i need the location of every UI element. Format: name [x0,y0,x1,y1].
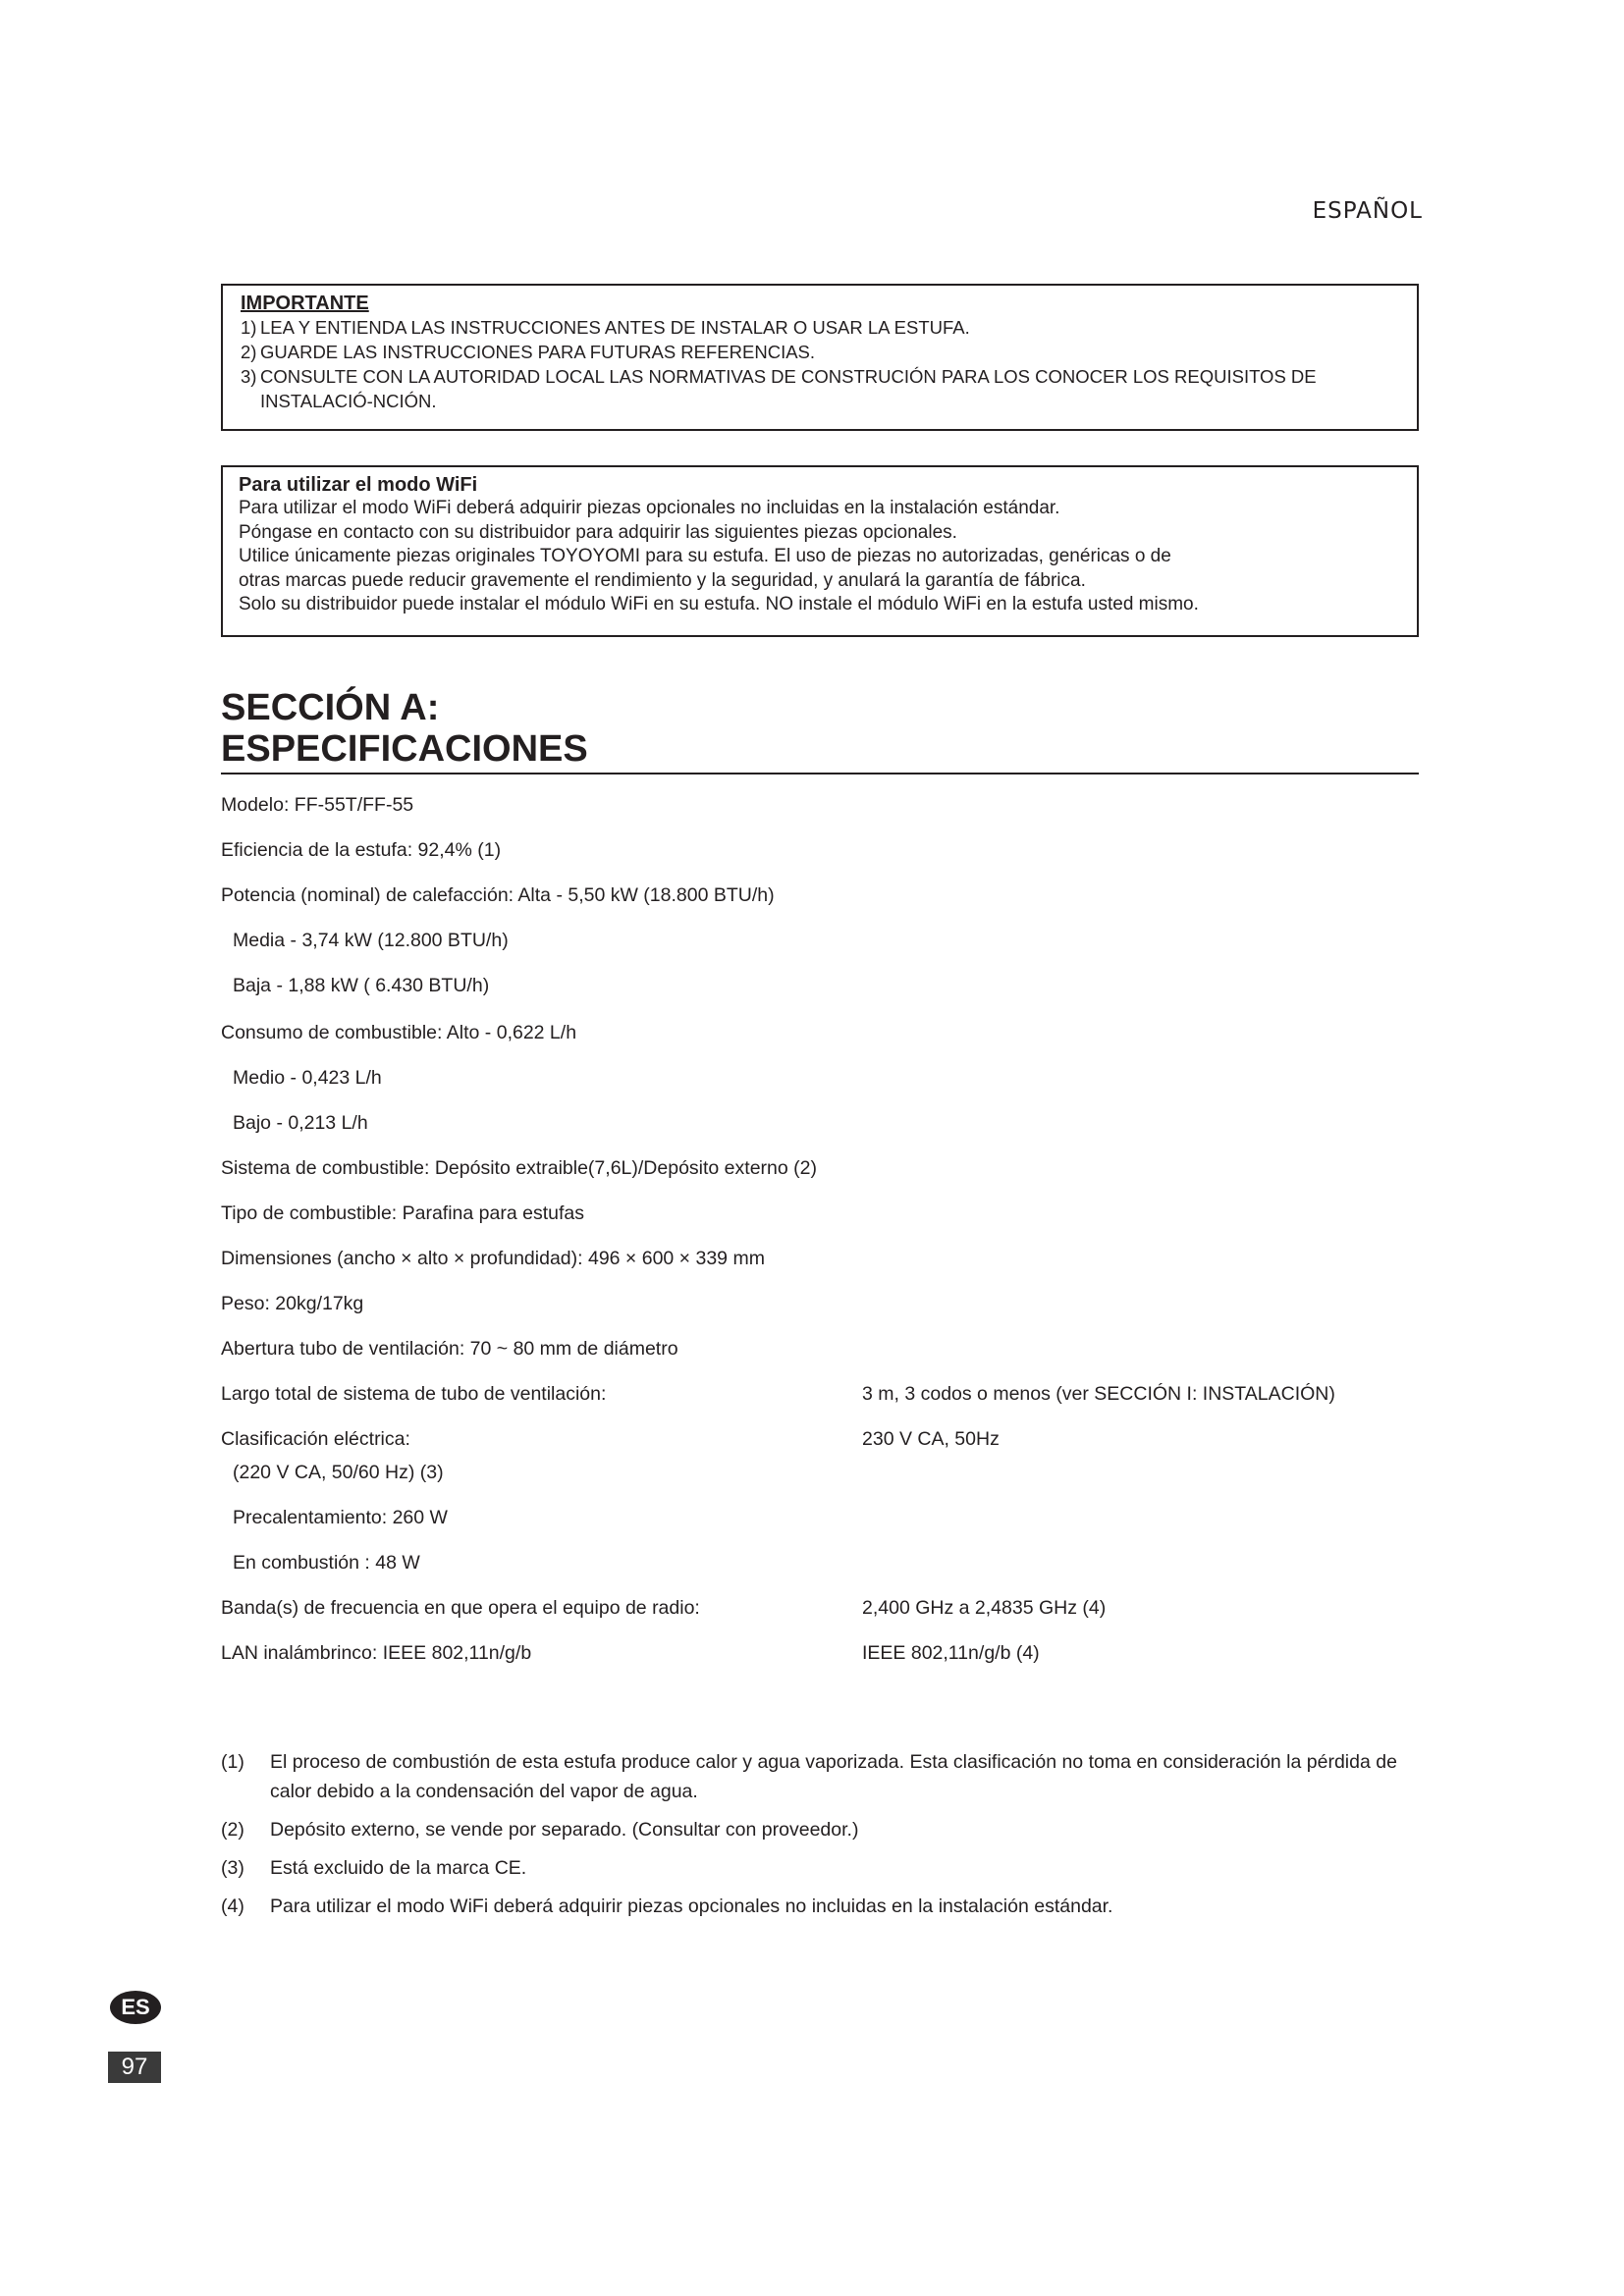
spec-label: (220 V CA, 50/60 Hz) (3) [233,1462,444,1483]
wifi-title: Para utilizar el modo WiFi [239,474,478,496]
item-text: CONSULTE CON LA AUTORIDAD LOCAL LAS NORMATIVAS DE CONSTRUCIÓN PARA LOS CONOCER LOS REQUISITOS DE INSTALACIÓ-NCIÓN. [260,366,1317,411]
important-item [241,364,1399,413]
spec-row [221,883,1419,907]
spec-label: Peso: 20kg/17kg [221,1293,364,1314]
footnote [221,1747,1419,1806]
spec-row [221,1292,1419,1315]
spec-row [221,1156,1419,1180]
wifi-box [221,465,1419,637]
spec-row [221,1066,1431,1090]
important-item [241,315,1399,340]
footnotes [221,1747,1419,1930]
item-number: 3) [241,366,257,387]
spec-label: Medio - 0,423 L/h [233,1067,382,1089]
footnote-text: Depósito externo, se vende por separado. (Consultar con proveedor.) [270,1819,859,1841]
spec-row [221,1111,1431,1135]
page-number: 97 [108,2052,161,2083]
spec-row [221,1506,1431,1529]
important-item [241,340,1399,364]
spec-row [221,974,1431,997]
spec-label: Banda(s) de frecuencia en que opera el equipo de radio: [221,1597,700,1619]
spec-row [221,1382,1419,1406]
spec-row [221,793,1419,817]
spec-label: Modelo: FF-55T/FF-55 [221,794,414,816]
spec-label: Tipo de combustible: Parafina para estufas [221,1202,584,1224]
section-title-line2: ESPECIFICACIONES [221,728,588,770]
spec-label: Sistema de combustible: Depósito extraible(7,6L)/Depósito externo (2) [221,1157,817,1179]
spec-label: Consumo de combustible: Alto - 0,622 L/h [221,1022,577,1043]
footnote-number: (4) [221,1896,244,1917]
spec-label: Dimensiones (ancho × alto × profundidad): 496 × 600 × 339 mm [221,1248,765,1269]
important-title: IMPORTANTE [241,293,369,314]
spec-row [221,1461,1431,1484]
important-box [221,284,1419,431]
item-number: 1) [241,317,257,338]
spec-label: Abertura tubo de ventilación: 70 ~ 80 mm de diámetro [221,1338,678,1360]
footnote-text: Está excluido de la marca CE. [270,1857,527,1879]
spec-label: Eficiencia de la estufa: 92,4% (1) [221,839,502,861]
footnote-number: (2) [221,1819,244,1841]
spec-row [221,1337,1419,1361]
item-text: GUARDE LAS INSTRUCCIONES PARA FUTURAS REFERENCIAS. [260,342,816,362]
language-header: ESPAÑOL [1312,198,1423,224]
spec-value: IEEE 802,11n/g/b (4) [862,1642,1040,1664]
wifi-line: Utilice únicamente piezas originales TOYOYOMI para su estufa. El uso de piezas no autorizadas, genéricas o de [239,546,1171,566]
spec-label: Largo total de sistema de tubo de ventilación: [221,1383,607,1405]
spec-label: Media - 3,74 kW (12.800 BTU/h) [233,930,509,951]
footnote-number: (1) [221,1751,244,1773]
spec-label: Bajo - 0,213 L/h [233,1112,368,1134]
footnote [221,1815,1419,1844]
spec-row [221,1021,1419,1044]
language-badge: ES [110,1991,161,2024]
spec-row [221,1247,1419,1270]
footnote-number: (3) [221,1857,244,1879]
section-title-line1: SECCIÓN A: [221,687,440,728]
wifi-line: Para utilizar el modo WiFi deberá adquirir piezas opcionales no incluidas en la instalación estándar. [239,498,1060,518]
item-number: 2) [241,342,257,362]
wifi-line: Solo su distribuidor puede instalar el módulo WiFi en su estufa. NO instale el módulo WiFi en la estufa usted mismo. [239,594,1199,614]
item-text: LEA Y ENTIENDA LAS INSTRUCCIONES ANTES DE INSTALAR O USAR LA ESTUFA. [260,317,970,338]
wifi-line: Póngase en contacto con su distribuidor para adquirir las siguientes piezas opcionales. [239,521,957,543]
spec-row [221,1201,1419,1225]
spec-label: Potencia (nominal) de calefacción: Alta - 5,50 kW (18.800 BTU/h) [221,884,775,906]
spec-value: 230 V CA, 50Hz [862,1428,1000,1450]
spec-row [221,1427,1419,1451]
spec-value: 2,400 GHz a 2,4835 GHz (4) [862,1597,1107,1619]
wifi-line: otras marcas puede reducir gravemente el rendimiento y la seguridad, y anulará la garantía de fábrica. [239,569,1086,591]
spec-row [221,1551,1431,1575]
spec-label: Precalentamiento: 260 W [233,1507,448,1528]
spec-label: En combustión : 48 W [233,1552,420,1574]
spec-row [221,1596,1419,1620]
section-heading [221,687,1419,774]
spec-row [221,838,1419,862]
spec-row [221,929,1431,952]
footnote [221,1892,1419,1921]
footnote [221,1853,1419,1883]
spec-label: LAN inalámbrinco: IEEE 802,11n/g/b [221,1642,532,1664]
footnote-text: Para utilizar el modo WiFi deberá adquirir piezas opcionales no incluidas en la instalación estándar. [270,1896,1113,1917]
spec-label: Clasificación eléctrica: [221,1428,410,1450]
spec-label: Baja - 1,88 kW ( 6.430 BTU/h) [233,975,490,996]
spec-value: 3 m, 3 codos o menos (ver SECCIÓN I: INSTALACIÓN) [862,1383,1335,1405]
spec-row [221,1641,1419,1665]
footnote-text: El proceso de combustión de esta estufa produce calor y agua vaporizada. Esta clasificación no toma en consideración la pérdida de calor debido a la condensación del vapor de agua. [270,1751,1397,1802]
